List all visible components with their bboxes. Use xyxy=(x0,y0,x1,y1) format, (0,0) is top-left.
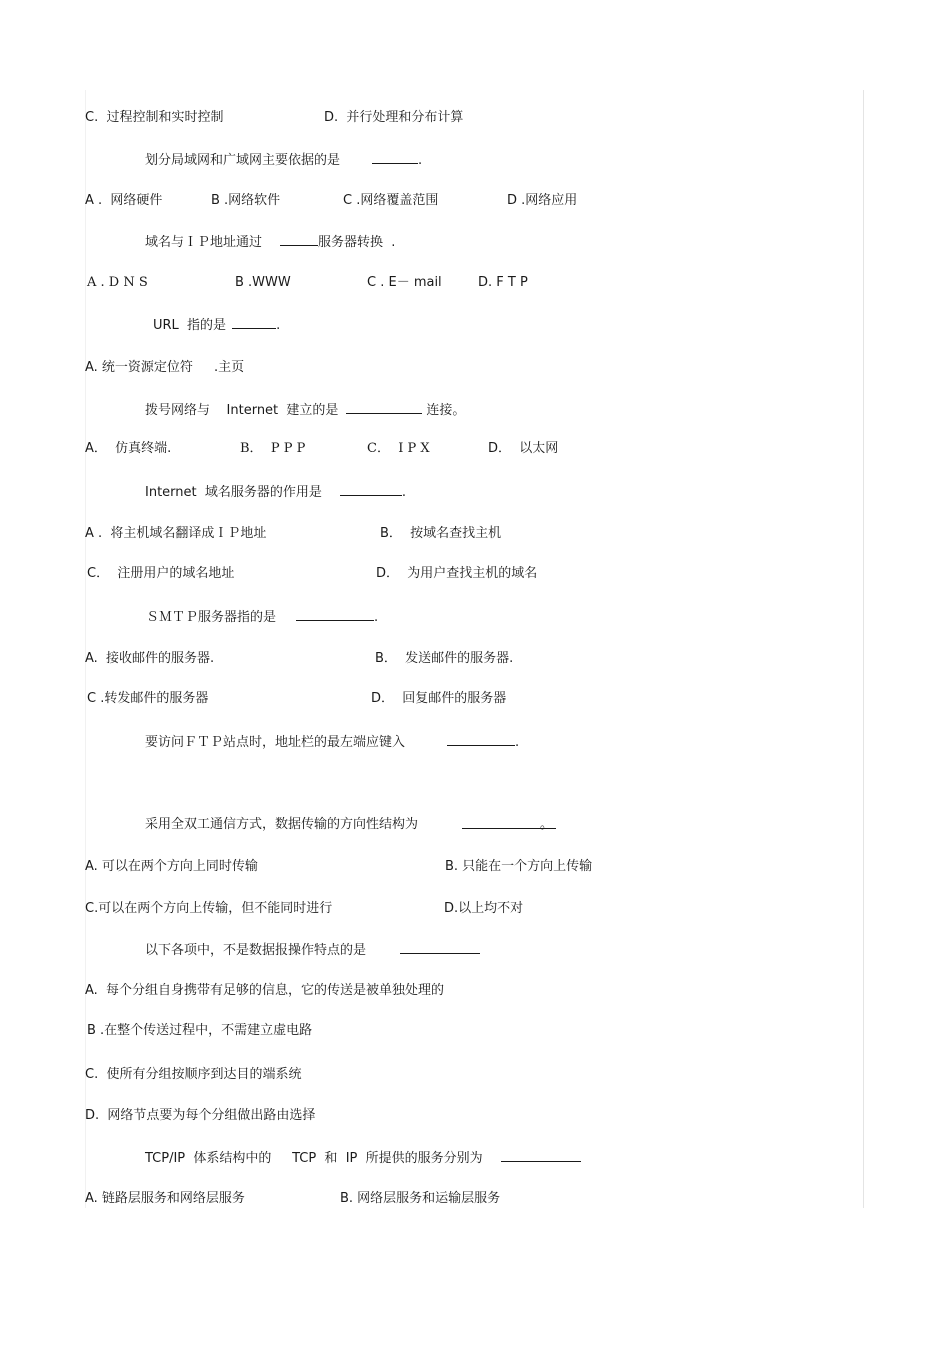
option-b: B． 发送邮件的服务器. xyxy=(375,651,514,666)
question-stem xyxy=(153,316,280,335)
question-stem xyxy=(145,401,465,420)
option-a: A． 仿真终端. xyxy=(85,441,172,456)
answer-blank xyxy=(340,483,402,496)
option-c: C .转发邮件的服务器 xyxy=(87,691,209,706)
blank-suffix: 。 xyxy=(540,817,554,832)
option-d: D .网络应用 xyxy=(507,193,578,208)
stem-text-after: 连接。 xyxy=(426,403,466,418)
right-margin-line xyxy=(863,90,864,1208)
blank-suffix: . xyxy=(418,153,423,168)
left-margin-line xyxy=(85,90,86,1208)
question-stem xyxy=(145,483,406,502)
stem-text: 采用全双工通信方式，数据传输的方向性结构为 xyxy=(145,817,419,832)
answer-blank xyxy=(400,941,480,954)
option-a: A . 将主机域名翻译成ＩＰ地址 xyxy=(85,526,267,541)
stem-text: URL 指的是 xyxy=(153,318,227,333)
option-d: D． 为用户查找主机的域名 xyxy=(376,566,538,581)
stem-text: 划分局域网和广域网主要依据的是 xyxy=(145,153,341,168)
option-b: B． P P P xyxy=(240,441,306,456)
option-a: A. 链路层服务和网络层服务 xyxy=(85,1191,245,1206)
option-b: B． 按域名查找主机 xyxy=(380,526,502,541)
option-a: A . D N S xyxy=(87,275,148,290)
option-b: B .网络软件 xyxy=(211,193,281,208)
option-d: D. 并行处理和分布计算 xyxy=(324,110,464,125)
blank-suffix: . xyxy=(515,735,520,750)
answer-blank xyxy=(501,1149,581,1162)
option-c: C.可以在两个方向上传输，但不能同时进行 xyxy=(85,901,333,916)
option-a: A. 可以在两个方向上同时传输 xyxy=(85,859,258,874)
question-stem xyxy=(145,233,395,252)
question-stem xyxy=(145,1149,581,1168)
option-a: A . 网络硬件 xyxy=(85,193,163,208)
answer-blank xyxy=(346,401,422,414)
stem-text: 域名与ＩＰ地址通过 xyxy=(145,235,263,250)
question-stem xyxy=(145,151,422,170)
option-a: A. 统一资源定位符 xyxy=(85,360,193,375)
question-stem xyxy=(145,733,519,752)
stem-text: TCP/IP 体系结构中的 TCP 和 IP 所提供的服务分别为 xyxy=(145,1151,483,1166)
option-c: C. 过程控制和实时控制 xyxy=(85,110,224,125)
answer-blank xyxy=(232,316,276,329)
stem-text: ＳＭＴＰ服务器指的是 xyxy=(146,610,277,625)
option-c: C . E－ mail xyxy=(367,275,442,290)
blank-suffix: . xyxy=(276,318,281,333)
option-d: D. 网络节点要为每个分组做出路由选择 xyxy=(85,1108,316,1123)
answer-blank xyxy=(462,816,556,832)
option-c: C． I P X xyxy=(367,441,430,456)
question-stem xyxy=(146,608,378,627)
stem-text: 拨号网络与 Internet 建立的是 xyxy=(145,403,339,418)
blank-suffix: . xyxy=(401,485,407,500)
option-a: A. 接收邮件的服务器. xyxy=(85,651,215,666)
stem-text: 以下各项中，不是数据报操作特点的是 xyxy=(145,943,367,958)
option-d: D. F T P xyxy=(478,275,528,290)
option-b: B .在整个传送过程中，不需建立虚电路 xyxy=(87,1023,313,1038)
question-stem xyxy=(145,941,480,960)
stem-text: 要访问ＦＴＰ站点时，地址栏的最左端应键入 xyxy=(145,735,406,750)
option-d: D． 回复邮件的服务器 xyxy=(371,691,507,706)
option-b: B. 网络层服务和运输层服务 xyxy=(340,1191,501,1206)
answer-blank xyxy=(280,233,318,246)
option-b: B .WWW xyxy=(235,275,291,290)
answer-blank xyxy=(296,608,374,621)
option-c: C .网络覆盖范围 xyxy=(343,193,439,208)
question-stem xyxy=(145,816,556,834)
stem-text: Internet 域名服务器的作用是 xyxy=(145,485,322,500)
option-b: .主页 xyxy=(214,360,245,375)
blank-suffix: . xyxy=(374,610,379,625)
option-c: C. 使所有分组按顺序到达目的端系统 xyxy=(85,1067,302,1082)
option-d: D.以上均不对 xyxy=(444,901,524,916)
stem-text-after: 服务器转换 . xyxy=(318,235,396,250)
option-b: B. 只能在一个方向上传输 xyxy=(445,859,593,874)
answer-blank xyxy=(372,151,418,164)
answer-blank xyxy=(447,733,515,746)
option-a: A. 每个分组自身携带有足够的信息，它的传送是被单独处理的 xyxy=(85,983,445,998)
option-d: D． 以太网 xyxy=(488,441,559,456)
option-c: C． 注册用户的域名地址 xyxy=(87,566,235,581)
